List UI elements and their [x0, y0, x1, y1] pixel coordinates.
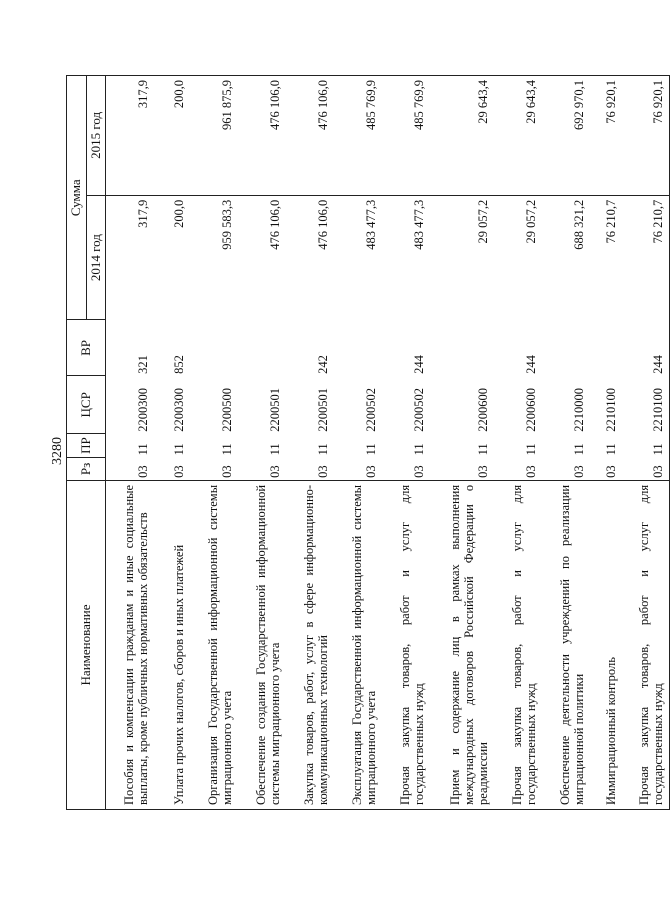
table-row	[154, 76, 190, 810]
header-rz: Рз	[67, 457, 106, 480]
row-pr: 11	[267, 443, 282, 456]
row-vr	[238, 320, 286, 376]
page-number: 3280	[50, 437, 65, 465]
row-amount-2014: 76 210,7	[590, 195, 622, 320]
row-vr: 244	[411, 355, 426, 374]
table-row	[238, 76, 286, 810]
row-vr: 242	[315, 355, 330, 374]
row-amount-2015: 29 643,4	[430, 76, 494, 196]
table-row	[382, 76, 430, 810]
table-row	[190, 76, 238, 810]
row-amount-2015: 476 106,0	[238, 76, 286, 196]
row-pr: 11	[219, 443, 234, 456]
row-rz: 03	[603, 465, 618, 478]
row-amount-2014: 476 106,0	[286, 195, 334, 320]
row-vr	[590, 320, 622, 376]
row-rz: 03	[267, 465, 282, 478]
row-vr: 321	[135, 355, 150, 374]
row-vr: 244	[523, 355, 538, 374]
row-amount-2015: 317,9	[106, 76, 154, 196]
table-row	[430, 76, 494, 810]
row-pr: 11	[411, 443, 426, 456]
row-name: Обеспечение создания Государственной информационной системы миграционного учета	[238, 480, 286, 809]
row-name: Эксплуатация Государственной информационной системы миграционного учета	[334, 480, 382, 809]
row-name: Прочая закупка товаров, работ и услуг для государственных нужд	[494, 480, 542, 809]
header-pr: ПР	[67, 434, 106, 458]
table-body	[106, 76, 670, 810]
row-name: Организация Государственной информационной системы миграционного учета	[190, 480, 238, 809]
row-amount-2015: 29 643,4	[494, 76, 542, 196]
row-rz: 03	[219, 465, 234, 478]
budget-table	[66, 75, 670, 810]
row-amount-2015: 76 920,1	[590, 76, 622, 196]
row-csr: 2200300	[135, 388, 150, 432]
row-name: Пособия и компенсации гражданам и иные социальные выплаты, кроме публичных нормативных обязательств	[106, 480, 154, 809]
table-row	[590, 76, 622, 810]
header-2015: 2015 год	[86, 76, 106, 196]
row-csr: 2200501	[267, 388, 282, 432]
table-row	[106, 76, 154, 810]
table-row	[286, 76, 334, 810]
row-pr: 11	[523, 443, 538, 456]
row-amount-2014: 29 057,2	[494, 195, 542, 320]
row-rz: 03	[363, 465, 378, 478]
row-amount-2015: 961 875,9	[190, 76, 238, 196]
row-amount-2015: 200,0	[154, 76, 190, 196]
table-row	[494, 76, 542, 810]
row-rz: 03	[411, 465, 426, 478]
row-rz: 03	[315, 465, 330, 478]
row-vr: 852	[171, 355, 186, 374]
row-rz: 03	[523, 465, 538, 478]
row-rz: 03	[171, 465, 186, 478]
row-pr: 11	[135, 443, 150, 456]
row-rz: 03	[135, 465, 150, 478]
row-amount-2014: 483 477,3	[382, 195, 430, 320]
row-vr	[430, 320, 494, 376]
row-pr: 11	[475, 443, 490, 456]
row-vr	[190, 320, 238, 376]
row-csr: 2200500	[219, 388, 234, 432]
row-amount-2014: 483 477,3	[334, 195, 382, 320]
row-amount-2015: 76 920,1	[622, 76, 670, 196]
row-csr: 2200600	[523, 388, 538, 432]
header-csr: ЦСР	[67, 376, 106, 434]
row-pr: 11	[571, 443, 586, 456]
table-row	[542, 76, 590, 810]
row-amount-2015: 692 970,1	[542, 76, 590, 196]
row-amount-2014: 959 583,3	[190, 195, 238, 320]
row-csr: 2210100	[622, 376, 670, 434]
row-amount-2014: 476 106,0	[238, 195, 286, 320]
row-csr: 2210000	[571, 388, 586, 432]
row-amount-2014: 76 210,7	[622, 195, 670, 320]
table-row	[334, 76, 382, 810]
row-amount-2015: 485 769,9	[334, 76, 382, 196]
row-name: Прочая закупка товаров, работ и услуг для государственных нужд	[622, 480, 670, 809]
row-amount-2014: 200,0	[154, 195, 190, 320]
row-pr: 11	[171, 443, 186, 456]
row-rz: 03	[571, 465, 586, 478]
row-csr: 2200300	[171, 388, 186, 432]
row-amount-2015: 485 769,9	[382, 76, 430, 196]
row-pr: 11	[622, 434, 670, 458]
header-name: Наименование	[67, 480, 106, 809]
row-name: Иммиграционный контроль	[590, 480, 622, 809]
row-csr: 2200600	[475, 388, 490, 432]
row-rz: 03	[622, 457, 670, 480]
row-pr: 11	[363, 443, 378, 456]
header-sum: Сумма	[67, 76, 87, 320]
row-amount-2014: 29 057,2	[430, 195, 494, 320]
row-amount-2015: 476 106,0	[286, 76, 334, 196]
row-amount-2014: 688 321,2	[542, 195, 590, 320]
table-row	[622, 76, 670, 810]
row-vr: 244	[622, 320, 670, 376]
row-csr: 2200502	[411, 388, 426, 432]
row-rz: 03	[475, 465, 490, 478]
row-pr: 11	[315, 443, 330, 456]
row-vr	[542, 320, 590, 376]
row-csr: 2210100	[603, 388, 618, 432]
row-vr	[334, 320, 382, 376]
row-name: Прочая закупка товаров, работ и услуг для государственных нужд	[382, 480, 430, 809]
header-2014: 2014 год	[86, 195, 106, 320]
header-vr: ВР	[67, 320, 106, 376]
row-name: Обеспечение деятельности учреждений по реализации миграционной политики	[542, 480, 590, 809]
row-name: Уплата прочих налогов, сборов и иных платежей	[154, 480, 190, 809]
row-name: Прием и содержание лиц в рамках выполнения международных договоров Российской Федерации о реадмиссии	[430, 480, 494, 809]
row-name: Закупка товаров, работ, услуг в сфере информационно-коммуникационных технологий	[286, 480, 334, 809]
row-amount-2014: 317,9	[106, 195, 154, 320]
row-csr: 2200502	[363, 388, 378, 432]
row-csr: 2200501	[315, 388, 330, 432]
row-pr: 11	[603, 443, 618, 456]
